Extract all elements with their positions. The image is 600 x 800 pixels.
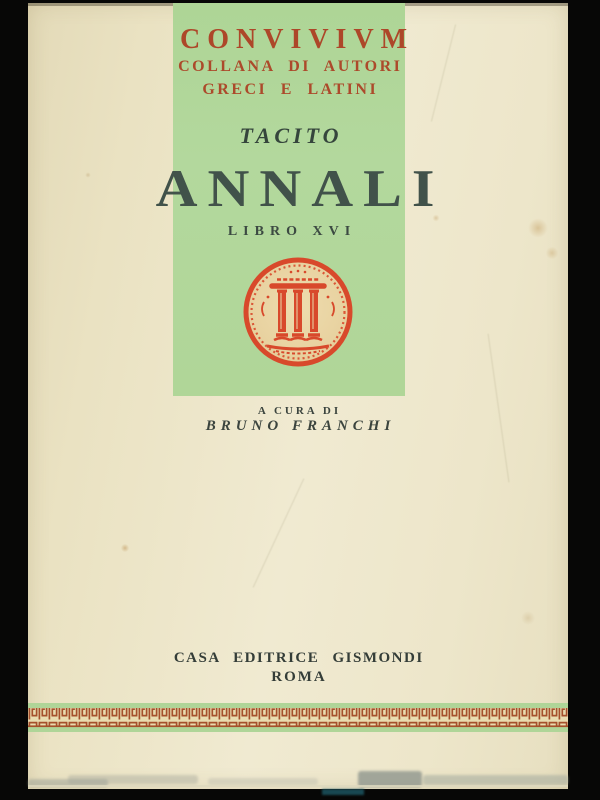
author-name: TACITO (239, 123, 343, 148)
roman-coin-seal-icon (243, 255, 353, 369)
editor-prefix: A CURA DI (257, 405, 342, 417)
publisher-name: CASA EDITRICE GISMONDI (173, 650, 424, 666)
editor-name: BRUNO FRANCHI (205, 418, 396, 434)
publisher-city: ROMA (271, 669, 327, 685)
scratch-mark (431, 24, 456, 121)
book-cover (28, 3, 568, 789)
book-title: ANNALI (155, 158, 445, 219)
photo-glint (322, 789, 364, 795)
scratch-mark (253, 478, 305, 587)
series-title: CONVIVIVM (180, 24, 415, 55)
paper-bottom-edge (28, 785, 568, 787)
greek-key-border-icon (28, 703, 568, 732)
series-subtitle-line2: GRECI E LATINI (202, 81, 379, 98)
wear-mark (208, 778, 318, 785)
series-subtitle-line1: COLLANA DI AUTORI (178, 58, 403, 75)
volume-label: LIBRO XVI (227, 224, 357, 239)
wear-mark (423, 775, 568, 785)
